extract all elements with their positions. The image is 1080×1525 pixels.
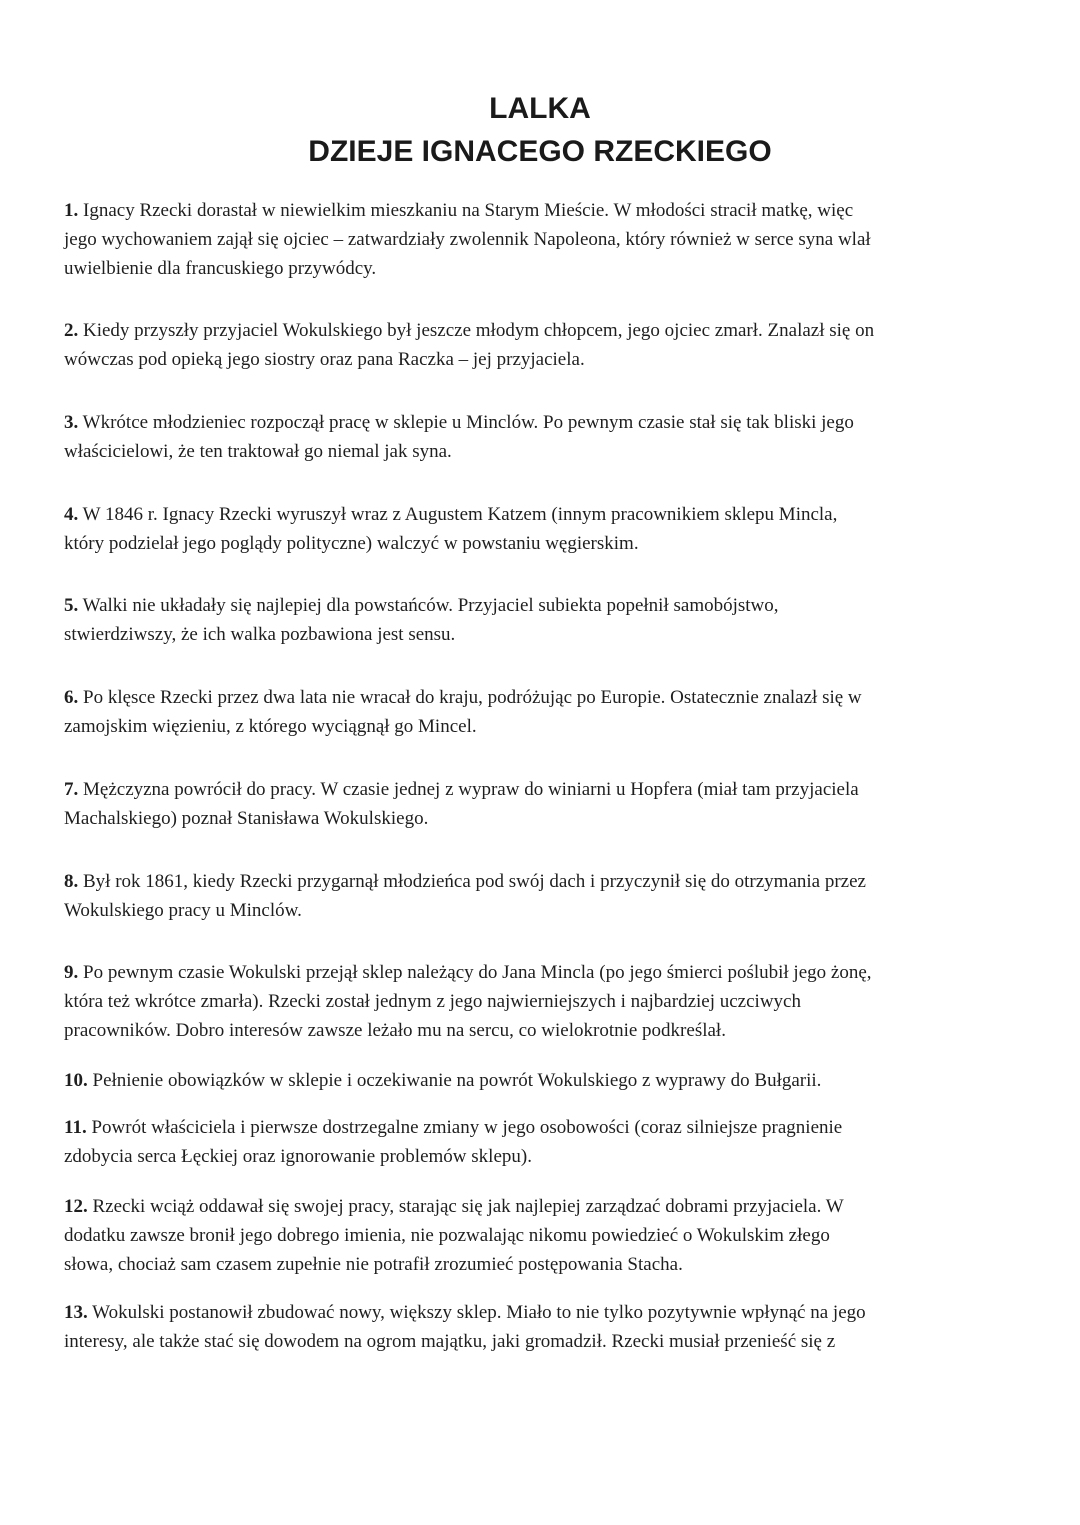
paragraph-1: [64, 196, 1016, 283]
document-title: LALKA: [489, 92, 591, 125]
paragraph-text: Kiedy przyszły przyjaciel Wokulskiego był jeszcze młodym chłopcem, jego ojciec zmarł. Znalazł się on: [83, 320, 875, 341]
paragraph-number: 3.: [64, 412, 79, 433]
paragraph-line: [64, 1298, 1016, 1327]
paragraph-12: [64, 1192, 1016, 1279]
paragraph-line: [64, 316, 1016, 345]
paragraph-number: 5.: [64, 595, 79, 616]
paragraph-text: Po pewnym czasie Wokulski przejął sklep należący do Jana Mincla (po jego śmierci poślubił jego żonę,: [83, 962, 872, 983]
paragraph-number: 13.: [64, 1302, 88, 1323]
paragraph-text: W 1846 r. Ignacy Rzecki wyruszył wraz z Augustem Katzem (innym pracownikiem sklepu Mincla,: [82, 504, 838, 525]
paragraph-text: Wokulski postanowił zbudować nowy, większy sklep. Miało to nie tylko pozytywnie wpłynąć na jego: [92, 1302, 866, 1323]
paragraph-line: wówczas pod opieką jego siostry oraz pana Raczka – jej przyjaciela.: [64, 349, 585, 370]
paragraph-number: 7.: [64, 779, 79, 800]
paragraph-line: słowa, chociaż sam czasem zupełnie nie potrafił zrozumieć postępowania Stacha.: [64, 1254, 683, 1275]
paragraph-text: Walki nie układały się najlepiej dla powstańców. Przyjaciel subiekta popełnił samobójstwo,: [82, 595, 779, 616]
paragraph-text: Mężczyzna powrócił do pracy. W czasie jednej z wypraw do winiarni u Hopfera (miał tam przyjaciela: [83, 779, 859, 800]
paragraph-line: zamojskim więzieniu, z którego wyciągnął go Mincel.: [64, 716, 477, 737]
paragraph-line: która też wkrótce zmarła). Rzecki został jednym z jego najwierniejszych i najbardziej uczciwych: [64, 991, 801, 1012]
paragraph-number: 4.: [64, 504, 79, 525]
paragraph-9: [64, 958, 1016, 1045]
paragraph-line: interesy, ale także stać się dowodem na ogrom majątku, jaki gromadził. Rzecki musiał przenieść się z: [64, 1331, 836, 1352]
paragraph-line: [64, 408, 1016, 437]
paragraph-number: 8.: [64, 871, 79, 892]
paragraph-number: 9.: [64, 962, 79, 983]
paragraph-6: [64, 683, 1016, 741]
paragraph-text: Pełnienie obowiązków w sklepie i oczekiwanie na powrót Wokulskiego z wyprawy do Bułgarii.: [92, 1070, 822, 1091]
paragraph-line: właścicielowi, że ten traktował go niemal jak syna.: [64, 441, 452, 462]
document-subtitle: DZIEJE IGNACEGO RZECKIEGO: [308, 135, 772, 168]
paragraph-line: [64, 1113, 1016, 1142]
paragraph-text: Był rok 1861, kiedy Rzecki przygarnął młodzieńca pod swój dach i przyczynił się do otrzymania przez: [83, 871, 866, 892]
paragraph-text: Rzecki wciąż oddawał się swojej pracy, starając się jak najlepiej zarządzać dobrami przyjaciela. W: [92, 1196, 844, 1217]
paragraph-line: Machalskiego) poznał Stanisława Wokulskiego.: [64, 808, 429, 829]
paragraph-line: [64, 683, 1016, 712]
paragraph-text: Wkrótce młodzieniec rozpoczął pracę w sklepie u Minclów. Po pewnym czasie stał się tak bliski jego: [82, 412, 854, 433]
paragraph-10: [64, 1066, 1016, 1095]
paragraph-line: zdobycia serca Łęckiej oraz ignorowanie problemów sklepu).: [64, 1146, 532, 1167]
paragraph-line: [64, 500, 1016, 529]
paragraph-line: pracowników. Dobro interesów zawsze leżało mu na sercu, co wielokrotnie podkreślał.: [64, 1020, 726, 1041]
paragraph-line: [64, 1066, 1016, 1095]
paragraph-3: [64, 408, 1016, 466]
paragraph-line: jego wychowaniem zajął się ojciec – zatwardziały zwolennik Napoleona, który również w serce syna wlał: [64, 229, 871, 250]
paragraph-line: [64, 775, 1016, 804]
paragraph-13: [64, 1298, 1016, 1356]
paragraph-line: uwielbienie dla francuskiego przywódcy.: [64, 258, 377, 279]
paragraph-line: dodatku zawsze bronił jego dobrego imienia, nie pozwalając nikomu powiedzieć o Wokulskim złego: [64, 1225, 830, 1246]
paragraph-line: stwierdziwszy, że ich walka pozbawiona jest sensu.: [64, 624, 456, 645]
paragraph-text: Ignacy Rzecki dorastał w niewielkim mieszkaniu na Starym Mieście. W młodości stracił matkę, więc: [83, 200, 854, 221]
paragraph-number: 10.: [64, 1070, 88, 1091]
paragraph-line: [64, 867, 1016, 896]
paragraph-line: [64, 196, 1016, 225]
paragraph-number: 1.: [64, 200, 79, 221]
paragraph-line: Wokulskiego pracy u Minclów.: [64, 900, 302, 921]
paragraph-text: Powrót właściciela i pierwsze dostrzegalne zmiany w jego osobowości (coraz silniejsze pragnienie: [91, 1117, 843, 1138]
paragraph-11: [64, 1113, 1016, 1171]
paragraph-line: [64, 1192, 1016, 1221]
paragraph-7: [64, 775, 1016, 833]
paragraph-line: [64, 958, 1016, 987]
paragraph-number: 11.: [64, 1117, 87, 1138]
paragraph-number: 12.: [64, 1196, 88, 1217]
paragraph-2: [64, 316, 1016, 374]
paragraph-number: 6.: [64, 687, 79, 708]
paragraph-number: 2.: [64, 320, 79, 341]
paragraph-8: [64, 867, 1016, 925]
paragraph-text: Po klęsce Rzecki przez dwa lata nie wracał do kraju, podróżując po Europie. Ostatecznie znalazł się w: [83, 687, 862, 708]
paragraph-5: [64, 591, 1016, 649]
paragraph-line: który podzielał jego poglądy polityczne) walczyć w powstaniu węgierskim.: [64, 533, 639, 554]
paragraph-4: [64, 500, 1016, 558]
paragraph-line: [64, 591, 1016, 620]
